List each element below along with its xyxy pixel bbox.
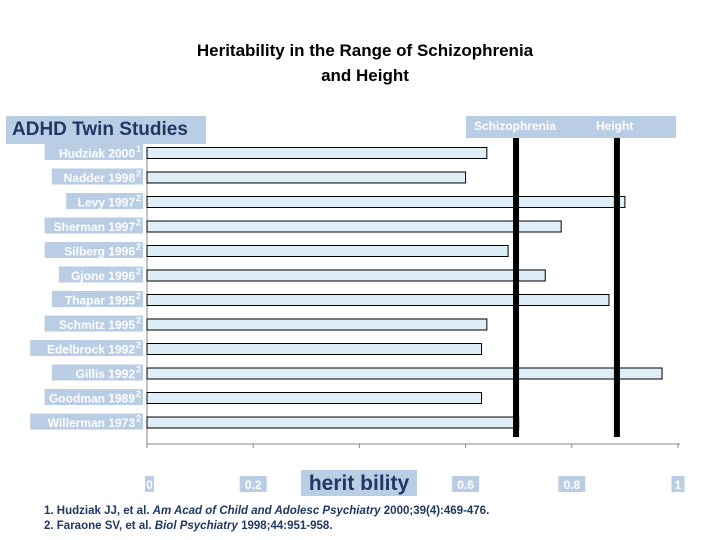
legend-label-schizophrenia: Schizophrenia (474, 119, 557, 133)
category-superscript: 2 (136, 340, 142, 350)
x-tick-label: 0.6 (457, 478, 474, 492)
category-superscript: 2 (136, 389, 142, 399)
x-tick-label: 0.2 (244, 478, 262, 492)
reference-1-journal: Am Acad of Child and Adolesc Psychiatry (152, 505, 381, 517)
category-label: Thapar 1995 (64, 293, 135, 308)
category-superscript: 2 (136, 291, 142, 301)
reference-1 (44, 504, 684, 519)
x-tick-label: 1 (674, 478, 682, 492)
x-tick-label: 0.8 (563, 478, 581, 492)
bar (147, 368, 662, 379)
category-superscript: 2 (136, 217, 142, 228)
x-tick-label: 0 (146, 478, 153, 492)
category-label: Gillis 1992 (75, 367, 135, 381)
bar (147, 344, 482, 355)
category-superscript: 2 (136, 193, 142, 203)
reference-1-citation: 2000;39(4):469-476. (380, 505, 490, 517)
bar (147, 172, 466, 183)
category-label: Goodman 1989 (48, 391, 135, 406)
title-line-1: Heritability in the Range of Schizophrenia (196, 41, 534, 60)
category-label: Willerman 1973 (47, 416, 135, 430)
legend-label-height: Height (596, 119, 634, 133)
category-superscript: 2 (136, 266, 142, 277)
category-superscript: 2 (136, 364, 142, 375)
reference-2-authors: 2. Faraone SV, et al. (44, 520, 155, 532)
x-axis-title: herit bility (308, 472, 410, 495)
category-superscript: 2 (136, 315, 142, 326)
reference-1-authors: 1. Hudziak JJ, et al. (44, 505, 153, 517)
category-superscript: 1 (136, 144, 142, 154)
category-superscript: 2 (136, 413, 142, 424)
references (44, 504, 684, 534)
category-superscript: 2 (136, 168, 142, 179)
category-label: Sherman 1997 (53, 220, 135, 234)
bar (147, 319, 487, 330)
bar (147, 417, 519, 428)
bar (147, 221, 561, 232)
bar (147, 197, 625, 208)
category-superscript: 2 (136, 242, 142, 252)
bar (147, 148, 487, 159)
category-label: Edelbrock 1992 (46, 342, 135, 357)
category-label: Silberg 1996 (64, 244, 135, 259)
category-label: Gjone 1996 (70, 269, 135, 283)
reference-2-journal: Biol Psychiatry (154, 520, 238, 532)
reference-2-citation: 1998;44:951-958. (237, 520, 333, 532)
category-label: Schmitz 1995 (58, 318, 135, 332)
bar (147, 393, 482, 404)
category-label: Levy 1997 (77, 195, 135, 210)
reference-2 (44, 519, 684, 534)
section-title: ADHD Twin Studies (6, 116, 206, 144)
bar (147, 295, 609, 306)
bar (147, 246, 508, 257)
category-label: Hudziak 2000 (58, 146, 135, 161)
category-label: Nadder 1998 (63, 171, 135, 185)
bar (147, 270, 545, 281)
title-line-2: and Height (321, 66, 409, 85)
